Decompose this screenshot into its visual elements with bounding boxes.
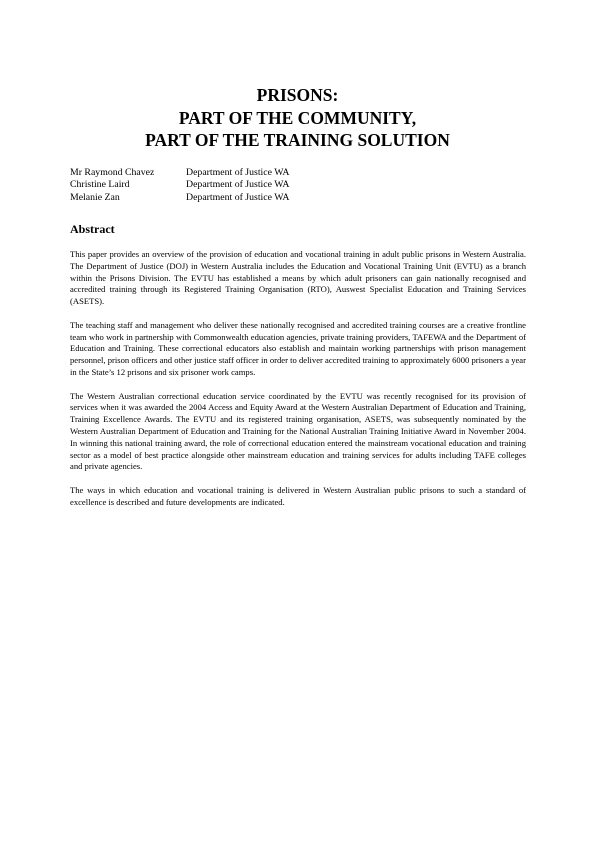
title-line: PRISONS: (256, 85, 339, 105)
author-affiliation: Department of Justice WA (186, 167, 290, 178)
title-line: PART OF THE COMMUNITY, (178, 107, 417, 128)
abstract-paragraph: The teaching staff and management who deliver these nationally recognised and accredited training courses are a creative frontline team who work in partnership with Commonwealth education agencies, private training providers, TAFEWA and the Department of Education and Training. These correctional educators also establish and maintain working partnerships with prison management personnel, prison officers and other justice staff officer in order to deliver accredited training to approximately 6000 prisoners a year in the State’s 12 prisons and six prisoner work camps. (70, 319, 526, 377)
author-row (70, 167, 530, 179)
author-affiliation: Department of Justice WA (186, 179, 290, 191)
abstract-paragraph: The Western Australian correctional education service coordinated by the EVTU was recently recognised for its provision of services when it was awarded the 2004 Access and Equity Award at the Western Australian Department of Education and Training, Training Excellence Awards. The EVTU and its registered training organisation, ASETS, was subsequently nominated by the Western Australian Department of Education and Training for the National Australian Training Initiative Award in November 2004. In winning this national training award, the role of correctional education entered the mainstream vocational education and training sector as a model of best practice alongside other mainstream education and training services for adults including TAFE colleges and private agencies. (70, 390, 526, 472)
author-affiliation: Department of Justice WA (186, 191, 290, 203)
abstract-paragraph: This paper provides an overview of the provision of education and vocational training in adult public prisons in Western Australia. The Department of Justice (DOJ) in Western Australia includes the Education and Vocational Training Unit (EVTU) as a branch within the Prisons Division. The EVTU has established a means by which adult prisoners can gain nationally recognised and accredited training through its Registered Training Organisation (RTO), Auswest Specialist Education and Training Services (ASETS). (70, 249, 526, 307)
author-row (70, 179, 530, 191)
title-line: PART OF THE TRAINING SOLUTION (145, 130, 450, 150)
abstract-paragraph: The ways in which education and vocational training is delivered in Western Australian public prisons to such a standard of excellence is described and future developments are indicated. (70, 484, 526, 507)
author-name: Melanie Zan (70, 191, 120, 203)
abstract-body (70, 249, 526, 520)
author-name: Christine Laird (70, 179, 130, 191)
author-name: Mr Raymond Chavez (70, 167, 155, 178)
paper-title (60, 84, 535, 152)
author-list (70, 167, 530, 204)
abstract-heading: Abstract (70, 222, 115, 236)
author-row (70, 192, 530, 204)
